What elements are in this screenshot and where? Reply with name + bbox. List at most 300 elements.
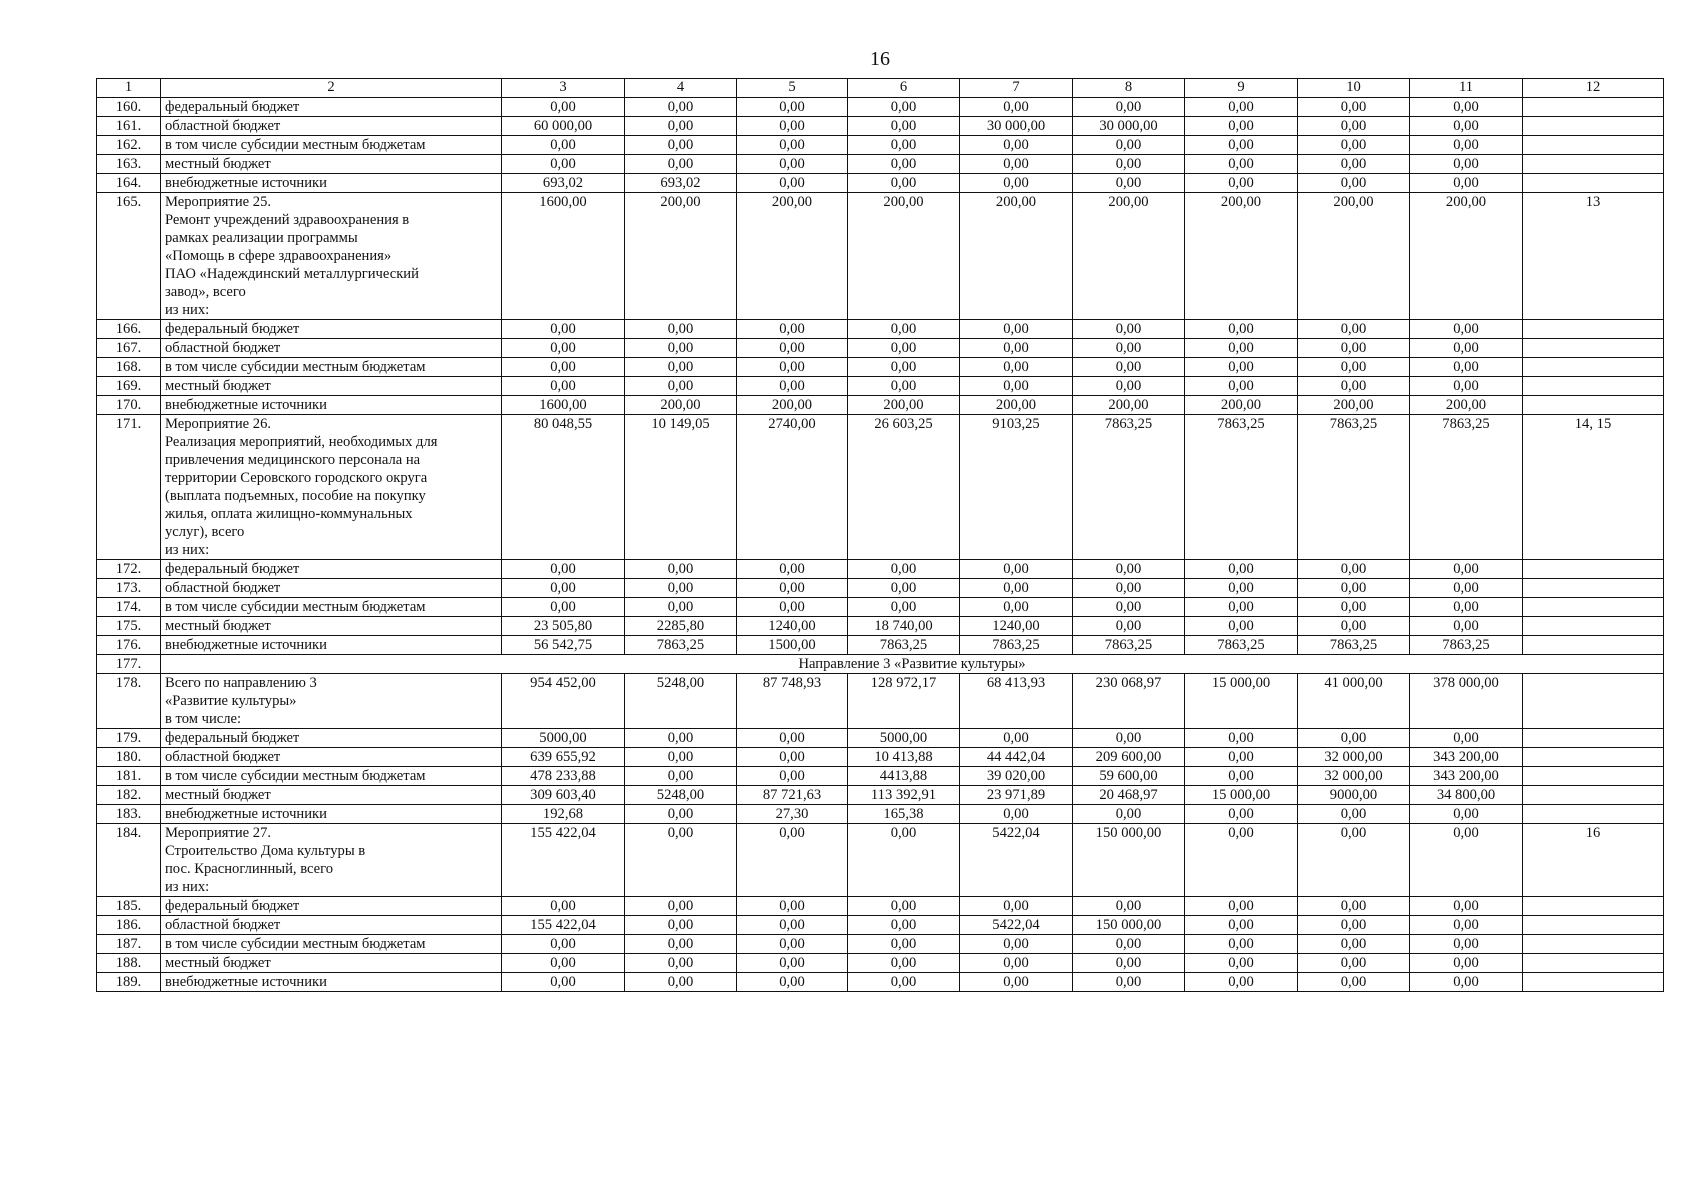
table-row — [97, 136, 1664, 155]
column-header: 6 — [848, 79, 960, 98]
value-cell: 0,00 — [625, 117, 737, 136]
value-cell: 0,00 — [848, 377, 960, 396]
row-name-line: внебюджетные источники — [165, 397, 327, 413]
note-cell — [1523, 767, 1664, 786]
value-cell: 0,00 — [502, 598, 625, 617]
value-cell: 0,00 — [848, 136, 960, 155]
value-cell: 0,00 — [960, 320, 1073, 339]
value-cell: 0,00 — [502, 136, 625, 155]
row-name — [161, 339, 502, 358]
value-cell: 2740,00 — [737, 415, 848, 560]
value-cell: 0,00 — [502, 954, 625, 973]
column-header: 4 — [625, 79, 737, 98]
value-cell: 0,00 — [625, 579, 737, 598]
value-cell: 0,00 — [1298, 617, 1410, 636]
table-row — [97, 729, 1664, 748]
value-cell: 0,00 — [737, 954, 848, 973]
value-cell: 200,00 — [737, 396, 848, 415]
column-header: 2 — [161, 79, 502, 98]
value-cell: 56 542,75 — [502, 636, 625, 655]
value-cell: 60 000,00 — [502, 117, 625, 136]
note-cell: 13 — [1523, 193, 1664, 320]
table-row — [97, 560, 1664, 579]
value-cell: 0,00 — [1298, 358, 1410, 377]
row-name — [161, 674, 502, 729]
row-name — [161, 636, 502, 655]
row-number: 184. — [97, 824, 161, 897]
value-cell: 0,00 — [848, 339, 960, 358]
value-cell: 0,00 — [848, 598, 960, 617]
value-cell: 0,00 — [502, 98, 625, 117]
value-cell: 0,00 — [502, 358, 625, 377]
value-cell: 0,00 — [1185, 916, 1298, 935]
value-cell: 34 800,00 — [1410, 786, 1523, 805]
value-cell: 0,00 — [960, 174, 1073, 193]
value-cell: 0,00 — [1410, 579, 1523, 598]
value-cell: 0,00 — [1073, 155, 1185, 174]
row-name — [161, 117, 502, 136]
value-cell: 200,00 — [1298, 396, 1410, 415]
row-number: 176. — [97, 636, 161, 655]
value-cell: 9000,00 — [1298, 786, 1410, 805]
value-cell: 0,00 — [1410, 358, 1523, 377]
row-name-line: областной бюджет — [165, 580, 281, 596]
row-number: 167. — [97, 339, 161, 358]
value-cell: 378 000,00 — [1410, 674, 1523, 729]
value-cell: 200,00 — [625, 193, 737, 320]
value-cell: 209 600,00 — [1073, 748, 1185, 767]
value-cell: 0,00 — [737, 358, 848, 377]
table-row — [97, 193, 1664, 320]
value-cell: 32 000,00 — [1298, 767, 1410, 786]
value-cell: 0,00 — [848, 897, 960, 916]
value-cell: 200,00 — [1410, 193, 1523, 320]
value-cell: 0,00 — [737, 117, 848, 136]
value-cell: 5422,04 — [960, 916, 1073, 935]
row-number: 174. — [97, 598, 161, 617]
value-cell: 0,00 — [1185, 579, 1298, 598]
row-name-line: «Помощь в сфере здравоохранения» — [165, 248, 392, 264]
row-number: 177. — [97, 655, 161, 674]
row-name — [161, 320, 502, 339]
value-cell: 4413,88 — [848, 767, 960, 786]
row-name — [161, 824, 502, 897]
row-name-line: федеральный бюджет — [165, 321, 300, 337]
value-cell: 0,00 — [1073, 954, 1185, 973]
table-row — [97, 174, 1664, 193]
value-cell: 0,00 — [1185, 954, 1298, 973]
value-cell: 0,00 — [737, 598, 848, 617]
value-cell: 150 000,00 — [1073, 824, 1185, 897]
value-cell: 7863,25 — [1410, 636, 1523, 655]
value-cell: 200,00 — [1298, 193, 1410, 320]
table-row — [97, 598, 1664, 617]
value-cell: 0,00 — [1410, 174, 1523, 193]
value-cell: 44 442,04 — [960, 748, 1073, 767]
value-cell: 0,00 — [1298, 729, 1410, 748]
value-cell: 7863,25 — [1185, 415, 1298, 560]
table-row — [97, 358, 1664, 377]
note-cell — [1523, 748, 1664, 767]
note-cell — [1523, 98, 1664, 117]
value-cell: 0,00 — [1298, 935, 1410, 954]
value-cell: 0,00 — [1073, 136, 1185, 155]
value-cell: 0,00 — [1073, 729, 1185, 748]
value-cell: 0,00 — [1298, 954, 1410, 973]
row-name-line: местный бюджет — [165, 787, 271, 803]
value-cell: 192,68 — [502, 805, 625, 824]
value-cell: 0,00 — [960, 805, 1073, 824]
value-cell: 200,00 — [1073, 396, 1185, 415]
value-cell: 0,00 — [502, 339, 625, 358]
value-cell: 0,00 — [960, 98, 1073, 117]
row-name — [161, 377, 502, 396]
value-cell: 639 655,92 — [502, 748, 625, 767]
row-name-line: из них: — [165, 879, 210, 895]
table-row — [97, 973, 1664, 992]
note-cell — [1523, 598, 1664, 617]
value-cell: 0,00 — [737, 897, 848, 916]
row-number: 181. — [97, 767, 161, 786]
value-cell: 0,00 — [1073, 617, 1185, 636]
value-cell: 0,00 — [1298, 598, 1410, 617]
value-cell: 0,00 — [960, 377, 1073, 396]
note-cell — [1523, 136, 1664, 155]
row-name-line: областной бюджет — [165, 118, 281, 134]
note-cell — [1523, 636, 1664, 655]
value-cell: 15 000,00 — [1185, 786, 1298, 805]
value-cell: 7863,25 — [960, 636, 1073, 655]
row-name — [161, 598, 502, 617]
value-cell: 18 740,00 — [848, 617, 960, 636]
note-cell — [1523, 358, 1664, 377]
row-name-line: внебюджетные источники — [165, 806, 327, 822]
value-cell: 0,00 — [737, 377, 848, 396]
note-cell — [1523, 674, 1664, 729]
value-cell: 0,00 — [737, 729, 848, 748]
row-name-line: федеральный бюджет — [165, 730, 300, 746]
value-cell: 0,00 — [1185, 824, 1298, 897]
value-cell: 0,00 — [625, 897, 737, 916]
row-name-line: Мероприятие 27. — [165, 825, 272, 841]
value-cell: 0,00 — [737, 136, 848, 155]
row-name-line: в том числе субсидии местным бюджетам — [165, 599, 426, 615]
value-cell: 0,00 — [848, 824, 960, 897]
value-cell: 0,00 — [502, 155, 625, 174]
value-cell: 0,00 — [1073, 377, 1185, 396]
value-cell: 23 971,89 — [960, 786, 1073, 805]
value-cell: 0,00 — [848, 954, 960, 973]
value-cell: 0,00 — [960, 560, 1073, 579]
value-cell: 20 468,97 — [1073, 786, 1185, 805]
value-cell: 0,00 — [737, 748, 848, 767]
value-cell: 7863,25 — [1298, 415, 1410, 560]
row-name-line: в том числе субсидии местным бюджетам — [165, 137, 426, 153]
value-cell: 0,00 — [1298, 136, 1410, 155]
value-cell: 0,00 — [848, 560, 960, 579]
value-cell: 30 000,00 — [1073, 117, 1185, 136]
row-name-line: Реализация мероприятий, необходимых для — [165, 434, 438, 450]
value-cell: 41 000,00 — [1298, 674, 1410, 729]
table-row — [97, 617, 1664, 636]
row-name-line: в том числе субсидии местным бюджетам — [165, 936, 426, 952]
value-cell: 0,00 — [502, 897, 625, 916]
value-cell: 0,00 — [1185, 155, 1298, 174]
value-cell: 0,00 — [1410, 136, 1523, 155]
table-row — [97, 897, 1664, 916]
value-cell: 0,00 — [625, 935, 737, 954]
row-name — [161, 155, 502, 174]
value-cell: 0,00 — [737, 767, 848, 786]
value-cell: 1240,00 — [960, 617, 1073, 636]
value-cell: 0,00 — [1298, 174, 1410, 193]
value-cell: 0,00 — [1073, 98, 1185, 117]
value-cell: 0,00 — [848, 155, 960, 174]
row-name — [161, 748, 502, 767]
note-cell — [1523, 320, 1664, 339]
row-name-line: территории Серовского городского округа — [165, 470, 428, 486]
value-cell: 0,00 — [737, 155, 848, 174]
value-cell: 200,00 — [848, 193, 960, 320]
value-cell: 0,00 — [1298, 560, 1410, 579]
value-cell: 200,00 — [1185, 396, 1298, 415]
column-header: 9 — [1185, 79, 1298, 98]
value-cell: 343 200,00 — [1410, 767, 1523, 786]
row-name — [161, 98, 502, 117]
value-cell: 0,00 — [625, 973, 737, 992]
value-cell: 0,00 — [848, 579, 960, 598]
row-name-line: в том числе субсидии местным бюджетам — [165, 768, 426, 784]
value-cell: 0,00 — [1298, 579, 1410, 598]
value-cell: 0,00 — [1073, 805, 1185, 824]
table-row — [97, 396, 1664, 415]
row-name-line: (выплата подъемных, пособие на покупку — [165, 488, 426, 504]
table-row — [97, 805, 1664, 824]
value-cell: 478 233,88 — [502, 767, 625, 786]
value-cell: 5422,04 — [960, 824, 1073, 897]
row-number: 168. — [97, 358, 161, 377]
note-cell: 14, 15 — [1523, 415, 1664, 560]
row-name-line: местный бюджет — [165, 156, 271, 172]
value-cell: 0,00 — [1410, 973, 1523, 992]
value-cell: 0,00 — [625, 916, 737, 935]
value-cell: 59 600,00 — [1073, 767, 1185, 786]
value-cell: 1500,00 — [737, 636, 848, 655]
value-cell: 200,00 — [737, 193, 848, 320]
row-name — [161, 193, 502, 320]
note-cell: 16 — [1523, 824, 1664, 897]
row-name — [161, 174, 502, 193]
value-cell: 0,00 — [1410, 377, 1523, 396]
row-name — [161, 767, 502, 786]
row-number: 162. — [97, 136, 161, 155]
table-row — [97, 748, 1664, 767]
row-name-line: завод», всего — [165, 284, 246, 300]
value-cell: 0,00 — [625, 729, 737, 748]
value-cell: 0,00 — [1073, 560, 1185, 579]
row-name-line: местный бюджет — [165, 378, 271, 394]
value-cell: 0,00 — [625, 377, 737, 396]
value-cell: 0,00 — [848, 935, 960, 954]
table-row — [97, 579, 1664, 598]
value-cell: 32 000,00 — [1298, 748, 1410, 767]
value-cell: 68 413,93 — [960, 674, 1073, 729]
note-cell — [1523, 617, 1664, 636]
value-cell: 0,00 — [1185, 174, 1298, 193]
value-cell: 0,00 — [848, 916, 960, 935]
column-header: 1 — [97, 79, 161, 98]
value-cell: 0,00 — [737, 935, 848, 954]
value-cell: 0,00 — [625, 320, 737, 339]
note-cell — [1523, 805, 1664, 824]
value-cell: 7863,25 — [625, 636, 737, 655]
value-cell: 0,00 — [1185, 320, 1298, 339]
value-cell: 39 020,00 — [960, 767, 1073, 786]
row-name-line: внебюджетные источники — [165, 175, 327, 191]
value-cell: 0,00 — [737, 824, 848, 897]
value-cell: 165,38 — [848, 805, 960, 824]
value-cell: 0,00 — [625, 805, 737, 824]
value-cell: 0,00 — [737, 320, 848, 339]
table-row — [97, 916, 1664, 935]
value-cell: 7863,25 — [1410, 415, 1523, 560]
value-cell: 0,00 — [960, 954, 1073, 973]
value-cell: 0,00 — [625, 98, 737, 117]
row-name-line: областной бюджет — [165, 917, 281, 933]
row-name-line: услуг), всего — [165, 524, 245, 540]
value-cell: 0,00 — [1298, 117, 1410, 136]
column-header: 10 — [1298, 79, 1410, 98]
value-cell: 0,00 — [1298, 98, 1410, 117]
row-name — [161, 935, 502, 954]
value-cell: 26 603,25 — [848, 415, 960, 560]
value-cell: 0,00 — [1410, 954, 1523, 973]
value-cell: 0,00 — [960, 339, 1073, 358]
value-cell: 113 392,91 — [848, 786, 960, 805]
value-cell: 0,00 — [1410, 897, 1523, 916]
value-cell: 0,00 — [737, 339, 848, 358]
row-name-line: «Развитие культуры» — [165, 693, 297, 709]
row-name-line: привлечения медицинского персонала на — [165, 452, 421, 468]
table-row — [97, 767, 1664, 786]
table-row — [97, 674, 1664, 729]
row-name — [161, 396, 502, 415]
value-cell: 15 000,00 — [1185, 674, 1298, 729]
value-cell: 0,00 — [848, 320, 960, 339]
value-cell: 0,00 — [502, 973, 625, 992]
value-cell: 0,00 — [625, 824, 737, 897]
value-cell: 0,00 — [1185, 729, 1298, 748]
value-cell: 7863,25 — [1298, 636, 1410, 655]
row-name — [161, 916, 502, 935]
value-cell: 0,00 — [1410, 729, 1523, 748]
row-name — [161, 954, 502, 973]
value-cell: 0,00 — [1298, 824, 1410, 897]
value-cell: 155 422,04 — [502, 824, 625, 897]
row-name-line: местный бюджет — [165, 618, 271, 634]
value-cell: 343 200,00 — [1410, 748, 1523, 767]
value-cell: 5248,00 — [625, 674, 737, 729]
value-cell: 200,00 — [1410, 396, 1523, 415]
value-cell: 0,00 — [960, 579, 1073, 598]
row-name-line: пос. Красноглинный, всего — [165, 861, 334, 877]
row-number: 187. — [97, 935, 161, 954]
row-number: 179. — [97, 729, 161, 748]
value-cell: 0,00 — [1410, 560, 1523, 579]
row-name-line: федеральный бюджет — [165, 99, 300, 115]
value-cell: 200,00 — [1185, 193, 1298, 320]
value-cell: 5000,00 — [848, 729, 960, 748]
table-row — [97, 954, 1664, 973]
value-cell: 128 972,17 — [848, 674, 960, 729]
value-cell: 10 413,88 — [848, 748, 960, 767]
value-cell: 0,00 — [1410, 320, 1523, 339]
value-cell: 200,00 — [1073, 193, 1185, 320]
row-name — [161, 805, 502, 824]
value-cell: 0,00 — [848, 117, 960, 136]
note-cell — [1523, 560, 1664, 579]
row-number: 166. — [97, 320, 161, 339]
value-cell: 0,00 — [1298, 377, 1410, 396]
row-name-line: Строительство Дома культуры в — [165, 843, 366, 859]
row-name-line: внебюджетные источники — [165, 974, 327, 990]
section-title: Направление 3 «Развитие культуры» — [161, 655, 1664, 674]
table-row — [97, 935, 1664, 954]
value-cell: 0,00 — [960, 935, 1073, 954]
row-name-line: Ремонт учреждений здравоохранения в — [165, 212, 410, 228]
row-name-line: Мероприятие 26. — [165, 416, 272, 432]
value-cell: 0,00 — [1410, 824, 1523, 897]
value-cell: 200,00 — [960, 396, 1073, 415]
value-cell: 0,00 — [737, 174, 848, 193]
note-cell — [1523, 339, 1664, 358]
value-cell: 87 721,63 — [737, 786, 848, 805]
row-name — [161, 729, 502, 748]
value-cell: 0,00 — [1073, 897, 1185, 916]
note-cell — [1523, 973, 1664, 992]
note-cell — [1523, 786, 1664, 805]
table-row — [97, 636, 1664, 655]
row-name-line: из них: — [165, 302, 210, 318]
value-cell: 0,00 — [1298, 973, 1410, 992]
table-row — [97, 339, 1664, 358]
value-cell: 30 000,00 — [960, 117, 1073, 136]
value-cell: 693,02 — [625, 174, 737, 193]
value-cell: 0,00 — [848, 98, 960, 117]
value-cell: 0,00 — [625, 136, 737, 155]
value-cell: 0,00 — [1073, 174, 1185, 193]
value-cell: 9103,25 — [960, 415, 1073, 560]
row-name — [161, 136, 502, 155]
value-cell: 2285,80 — [625, 617, 737, 636]
row-name — [161, 560, 502, 579]
value-cell: 0,00 — [1410, 598, 1523, 617]
row-number: 185. — [97, 897, 161, 916]
value-cell: 0,00 — [1185, 767, 1298, 786]
value-cell: 150 000,00 — [1073, 916, 1185, 935]
table-row — [97, 415, 1664, 560]
table-row — [97, 155, 1664, 174]
value-cell: 0,00 — [1185, 897, 1298, 916]
value-cell: 0,00 — [1185, 748, 1298, 767]
value-cell: 0,00 — [1185, 805, 1298, 824]
table-row — [97, 98, 1664, 117]
value-cell: 0,00 — [1185, 377, 1298, 396]
note-cell — [1523, 174, 1664, 193]
note-cell — [1523, 916, 1664, 935]
row-name-line: федеральный бюджет — [165, 561, 300, 577]
value-cell: 0,00 — [1185, 560, 1298, 579]
